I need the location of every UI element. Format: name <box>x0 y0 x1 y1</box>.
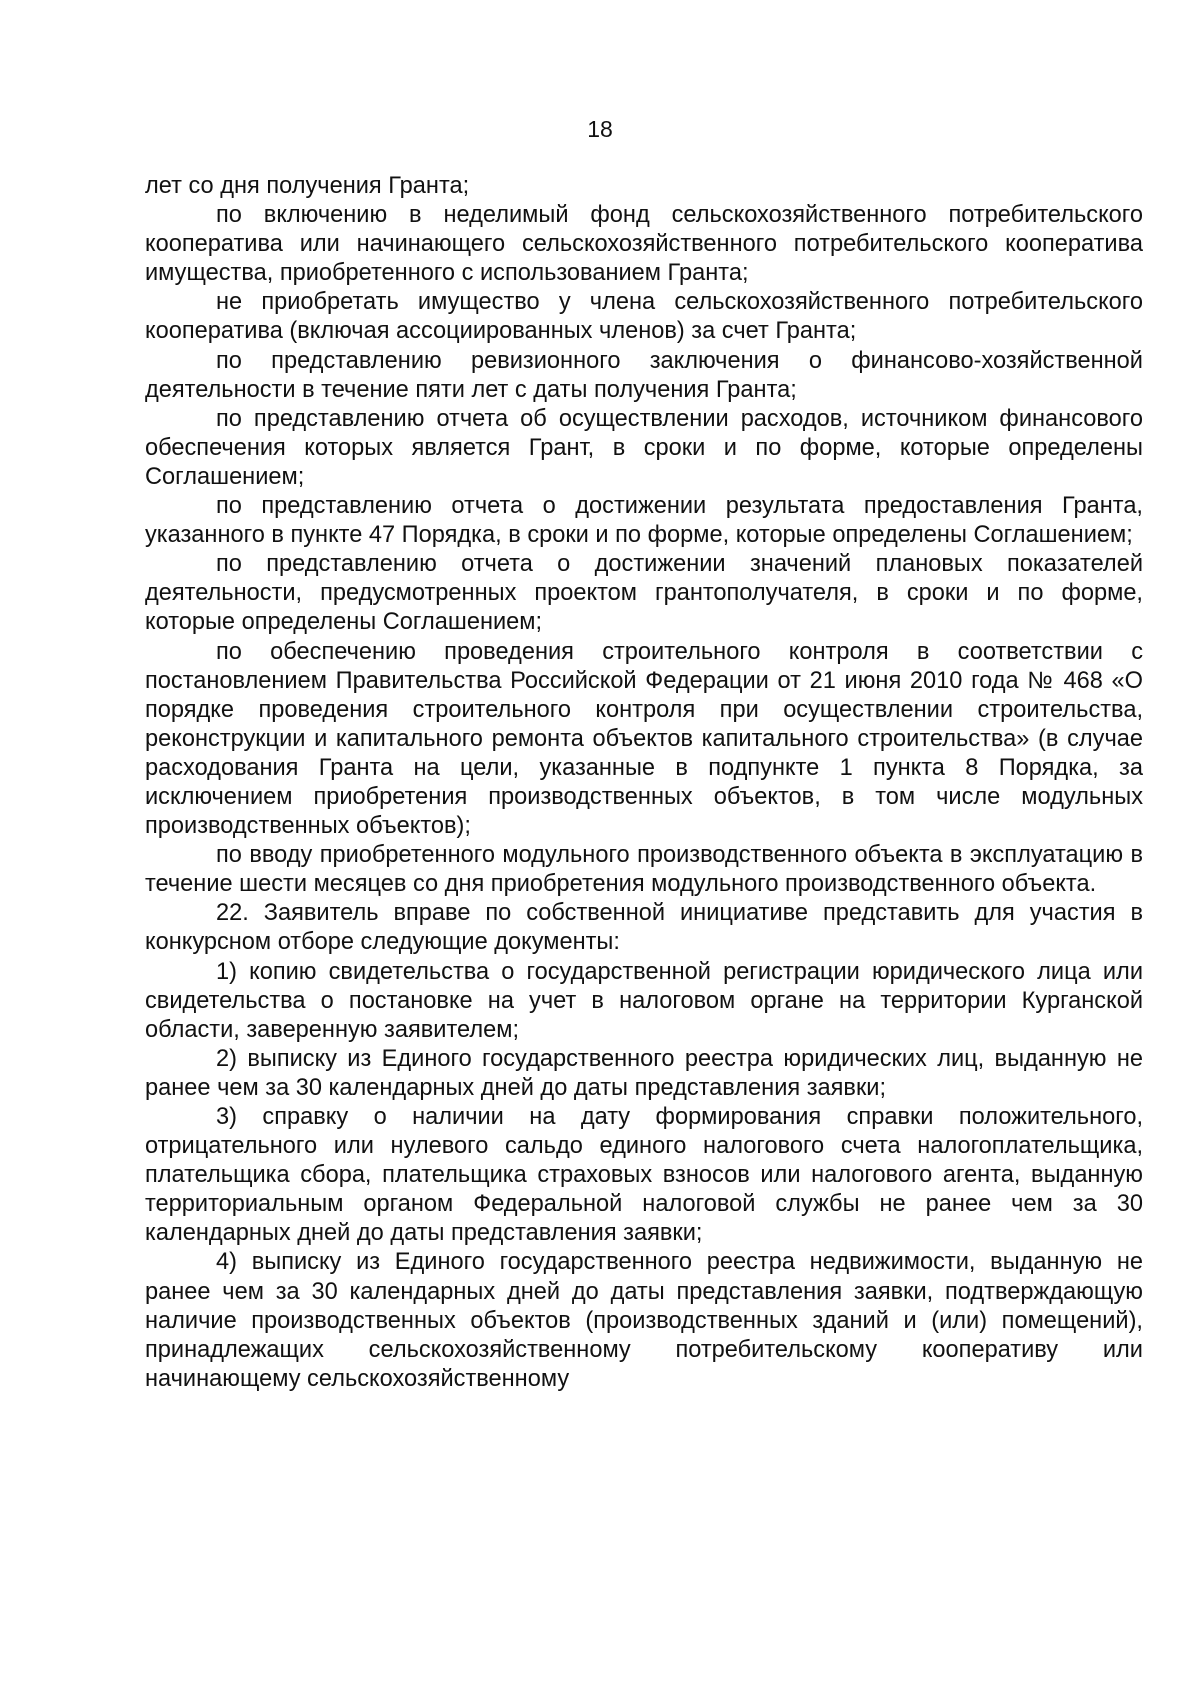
paragraph: не приобретать имущество у члена сельскохозяйственного потребительского кооператива (включая ассоциированных членов) за счет Гранта; <box>145 289 1143 345</box>
paragraph: по представлению отчета о достижении результата предоставления Гранта, указанного в пункте 47 Порядка, в сроки и по форме, которые определены Соглашением; <box>145 493 1143 549</box>
document-body <box>145 172 1143 1394</box>
paragraph: по представлению отчета о достижении значений плановых показателей деятельности, предусмотренных проектом грантополучателя, в сроки и по форме, которые определены Соглашением; <box>145 551 1143 636</box>
page-number: 18 <box>587 116 613 142</box>
paragraph: по представлению отчета об осуществлении расходов, источником финансового обеспечения которых является Грант, в сроки и по форме, которые определены Соглашением; <box>145 405 1143 490</box>
paragraph: лет со дня получения Гранта; <box>145 173 470 199</box>
paragraph: 1) копию свидетельства о государственной регистрации юридического лица или свидетельства о постановке на учет в налоговом органе на территории Курганской области, заверенную заявителем; <box>145 958 1143 1043</box>
paragraph: по обеспечению проведения строительного контроля в соответствии с постановлением Правительства Российской Федерации от 21 июня 2010 года № 468 «О порядке проведения строительного контроля при осуществлении строительства, реконструкции и капитального ремонта объектов капитального строительства» (в случае расходования Гранта на цели, указанные в подпункте 1 пункта 8 Порядка, за исключением приобретения производственных объектов, в том числе модульных производственных объектов); <box>145 638 1143 840</box>
paragraph: 22. Заявитель вправе по собственной инициативе представить для участия в конкурсном отборе следующие документы: <box>145 900 1143 956</box>
paragraph: по включению в неделимый фонд сельскохозяйственного потребительского кооператива или начинающего сельскохозяйственного потребительского кооператива имущества, приобретенного с использованием Гранта; <box>145 202 1143 287</box>
paragraph: по представлению ревизионного заключения о финансово-хозяйственной деятельности в течение пяти лет с даты получения Гранта; <box>145 347 1143 403</box>
paragraph: 3) справку о наличии на дату формирования справки положительного, отрицательного или нулевого сальдо единого налогового счета налогоплательщика, плательщика сбора, плательщика страховых взносов или налогового агента, выданную территориальным органом Федеральной налоговой службы не ранее чем за 30 календарных дней до даты представления заявки; <box>145 1104 1143 1247</box>
paragraph: 2) выписку из Единого государственного реестра юридических лиц, выданную не ранее чем за 30 календарных дней до даты представления заявки; <box>145 1045 1143 1101</box>
paragraph: по вводу приобретенного модульного производственного объекта в эксплуатацию в течение шести месяцев со дня приобретения модульного производственного объекта. <box>145 842 1143 898</box>
paragraph: 4) выписку из Единого государственного реестра недвижимости, выданную не ранее чем за 30 календарных дней до даты представления заявки, подтверждающую наличие производственных объектов (производственных зданий и (или) помещений), принадлежащих сельскохозяйственному потребительскому кооперативу или начинающему сельскохозяйственному <box>145 1249 1143 1392</box>
